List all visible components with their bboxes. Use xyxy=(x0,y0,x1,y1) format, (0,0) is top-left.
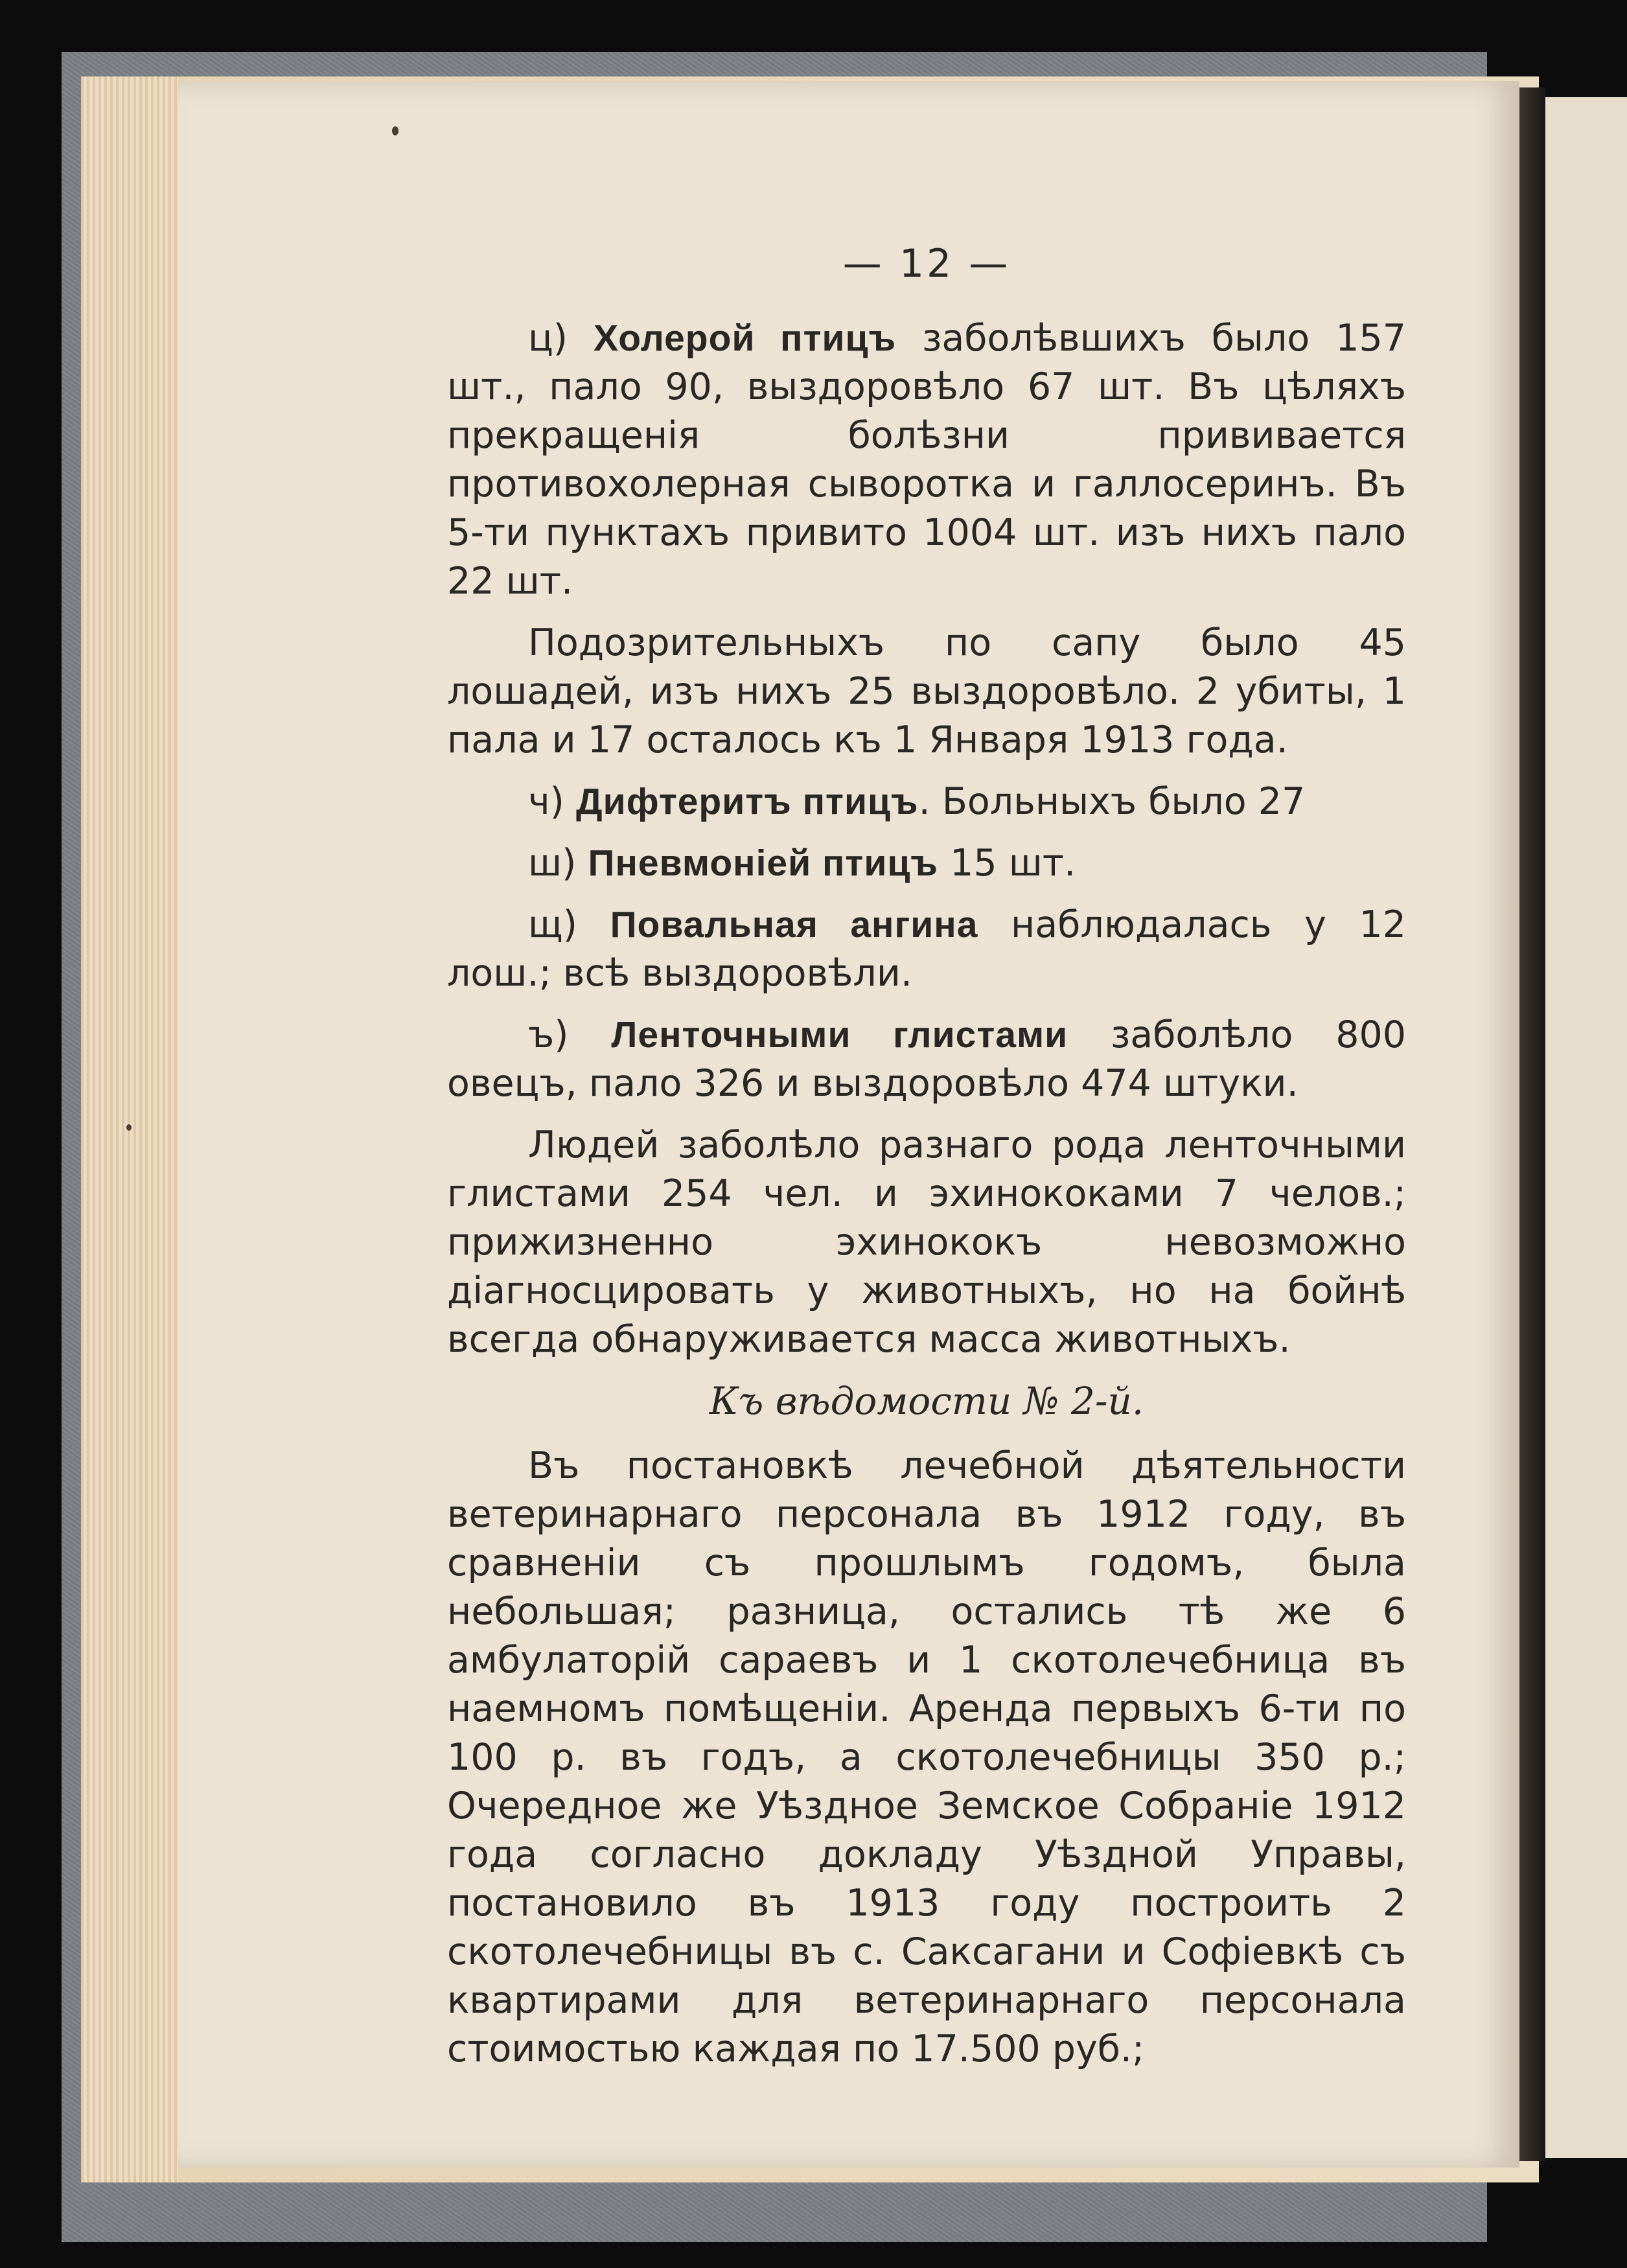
bold-term: Повальная ангина xyxy=(610,904,978,945)
paragraph-cholera: ц) Холерой птицъ заболѣвшихъ было 157 шт., пало 90, выздоровѣло 67 шт. Въ цѣляхъ прекращенія болѣзни прививается противохолерная сыворотка и галлосеринъ. Въ 5-ти пунктахъ привито 1004 шт. изъ нихъ пало 22 шт. xyxy=(447,317,1406,603)
paragraph-tapeworm: ъ) Ленточными глистами заболѣло 800 овецъ, пало 326 и выздоровѣло 474 штуки. xyxy=(447,1013,1406,1105)
paragraph-people: Людей заболѣло разнаго рода ленточными глистами 254 чел. и эхинококами 7 челов.; прижизненно эхинококъ невозможно діагносцировать у животныхъ, но на бойнѣ всегда обнаруживается масса животныхъ. xyxy=(447,1124,1406,1361)
paragraph-glanders: Подозрительныхъ по сапу было 45 лошадей, изъ нихъ 25 выздоровѣло. 2 убиты, 1 пала и 17 осталось къ 1 Января 1913 года. xyxy=(447,621,1406,761)
paragraph-diphtheria: ч) Дифтеритъ птицъ. Больныхъ было 27 xyxy=(528,780,1306,823)
adjacent-page xyxy=(1545,97,1627,2158)
paper-speck xyxy=(126,1124,132,1131)
book-gutter xyxy=(1519,87,1545,2161)
page-content xyxy=(447,240,1406,2087)
paragraph-angina: щ) Повальная ангина наблюдалась у 12 лош.; всѣ выздоровѣли. xyxy=(447,903,1407,995)
bold-term: Холерой птицъ xyxy=(593,318,897,359)
section-heading: Къ вѣдомости № 2-й. xyxy=(709,1379,1144,1423)
paragraph-pneumonia: ш) Пневмоніей птицъ 15 шт. xyxy=(528,842,1076,885)
paper-speck xyxy=(392,126,398,135)
bold-term: Ленточными глистами xyxy=(611,1014,1068,1056)
bold-term: Пневмоніей птицъ xyxy=(588,842,938,884)
bold-term: Дифтеритъ птицъ xyxy=(576,781,919,822)
page-number: — 12 — xyxy=(842,241,1011,286)
paragraph-closing: Въ постановкѣ лечебной дѣятельности ветеринарнаго персонала въ 1912 году, въ сравненіи съ прошлымъ годомъ, была небольшая; разница, остались тѣ же 6 амбулаторій сараевъ и 1 скотолечебница въ наемномъ помѣщеніи. Аренда первыхъ 6-ти по 100 р. въ годъ, а скотолечебницы 350 р.; Очередное же Уѣздное Земское Собраніе 1912 года согласно докладу Уѣздной Управы, постановило въ 1913 году построить 2 скотолечебницы въ с. Саксагани и Софіевкѣ съ квартирами для ветеринарнаго персонала стоимостью каждая по 17.500 руб.; xyxy=(447,1444,1406,2070)
